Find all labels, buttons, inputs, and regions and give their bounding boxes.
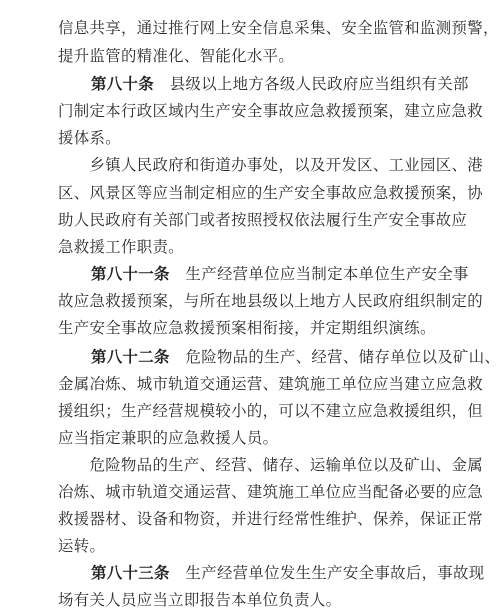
text-line <box>58 401 483 421</box>
line-text: 信息共享，通过推行网上安全信息采集、安全监管和监测预警， <box>58 19 499 37</box>
text-line <box>58 128 121 148</box>
line-text: 生产安全事故应急救援预案相衔接，并定期组织演练。 <box>58 319 436 337</box>
line-text: 区、风景区等应当制定相应的生产安全事故应急救援预案，协 <box>58 184 483 202</box>
line-text: 场有关人员应当立即报告本单位负责人。 <box>58 591 342 609</box>
text-line <box>58 18 499 38</box>
text-line <box>58 291 483 311</box>
line-text: 乡镇人民政府和街道办事处，以及开发区、工业园区、港 <box>58 156 483 174</box>
text-line <box>58 155 483 175</box>
text-line <box>58 563 485 583</box>
article-number: 第八十条 <box>91 75 154 93</box>
text-line <box>58 237 184 257</box>
text-line <box>58 264 469 284</box>
line-text: 门制定本行政区域内生产安全事故应急救援预案，建立应急救 <box>58 102 483 120</box>
line-text: 县级以上地方各级人民政府应当组织有关部 <box>153 75 469 93</box>
line-text: 危险物品的生产、经营、储存、运输单位以及矿山、金属 <box>58 456 483 474</box>
line-text: 援组织；生产经营规模较小的，可以不建立应急救援组织，但 <box>58 402 483 420</box>
text-line <box>58 101 483 121</box>
line-text: 冶炼、城市轨道交通运营、建筑施工单位应当配备必要的应急 <box>58 483 483 501</box>
article-number: 第八十二条 <box>91 348 170 366</box>
line-text: 危险物品的生产、经营、储存单位以及矿山、 <box>169 348 501 366</box>
line-text: 生产经营单位发生生产安全事故后，事故现 <box>169 564 485 582</box>
line-text: 金属冶炼、城市轨道交通运营、建筑施工单位应当建立应急救 <box>58 375 483 393</box>
article-number: 第八十三条 <box>91 564 170 582</box>
text-line <box>58 536 105 556</box>
line-text: 运转。 <box>58 537 106 555</box>
text-line <box>58 183 483 203</box>
text-line <box>58 482 483 502</box>
line-text: 故应急救援预案，与所在地县级以上地方人民政府组织制定的 <box>58 292 483 310</box>
text-line <box>58 318 436 338</box>
text-line <box>58 590 341 610</box>
line-text: 提升监管的精准化、智能化水平。 <box>58 47 295 65</box>
line-text: 应当指定兼职的应急救援人员。 <box>58 429 279 447</box>
text-line <box>58 74 469 94</box>
text-line <box>58 509 483 529</box>
text-line <box>58 210 467 230</box>
text-line <box>58 374 483 394</box>
text-line <box>58 46 294 66</box>
text-line <box>58 347 500 367</box>
line-text: 急救援工作职责。 <box>58 238 184 256</box>
line-text: 助人民政府有关部门或者按照授权依法履行生产安全事故应 <box>58 211 468 229</box>
line-text: 援体系。 <box>58 129 121 147</box>
article-number: 第八十一条 <box>91 265 170 283</box>
text-line <box>58 455 483 475</box>
line-text: 救援器材、设备和物资，并进行经常性维护、保养，保证正常 <box>58 510 483 528</box>
text-line <box>58 428 278 448</box>
line-text: 生产经营单位应当制定本单位生产安全事 <box>169 265 469 283</box>
